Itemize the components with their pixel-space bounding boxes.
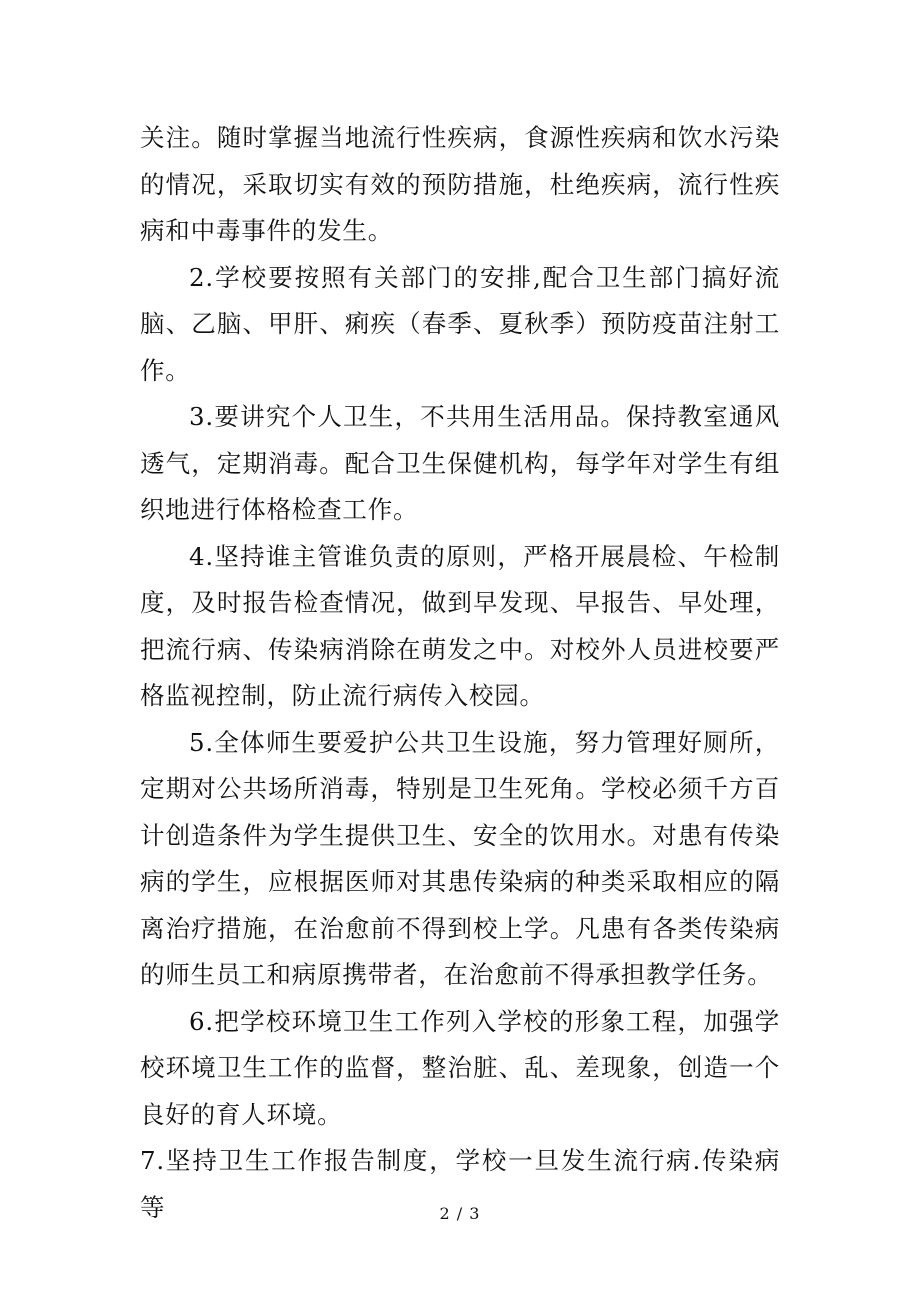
page-number: 2 / 3: [439, 1204, 481, 1223]
paragraph-2: 2.学校要按照有关部门的安排,配合卫生部门搞好流脑、乙脑、甲肝、痢疾（春季、夏秋季）预防疫苗注射工作。: [140, 262, 780, 385]
paragraph-5: 5.全体师生要爱护公共卫生设施，努力管理好厕所，定期对公共场所消毒，特别是卫生死角。学校必须千方百计创造条件为学生提供卫生、安全的饮用水。对患有传染病的学生，应根据医师对其患传染病的种类采取相应的隔离治疗措施，在治愈前不得到校上学。凡患有各类传染病的师生员工和病原携带者，在治愈前不得承担教学任务。: [140, 727, 780, 989]
paragraph-1: 关注。随时掌握当地流行性疾病，食源性疾病和饮水污染的情况，采取切实有效的预防措施，杜绝疾病，流行性疾病和中毒事件的发生。: [140, 123, 780, 245]
paragraph-6: 6.把学校环境卫生工作列入学校的形象工程，加强学校环境卫生工作的监督，整治脏、乱、差现象，创造一个良好的育人环境。: [140, 1006, 780, 1129]
paragraph-7: 7.坚持卫生工作报告制度，学校一旦发生流行病.传染病等: [140, 1146, 780, 1222]
document-body: [140, 115, 780, 1231]
paragraph-4: 4.坚持谁主管谁负责的原则，严格开展晨检、午检制度，及时报告检查情况，做到早发现、早报告、早处理，把流行病、传染病消除在萌发之中。对校外人员进校要严格监视控制，防止流行病传入校园。: [140, 541, 780, 710]
paragraph-3: 3.要讲究个人卫生，不共用生活用品。保持教室通风透气，定期消毒。配合卫生保健机构，每学年对学生有组织地进行体格检查工作。: [140, 402, 780, 524]
